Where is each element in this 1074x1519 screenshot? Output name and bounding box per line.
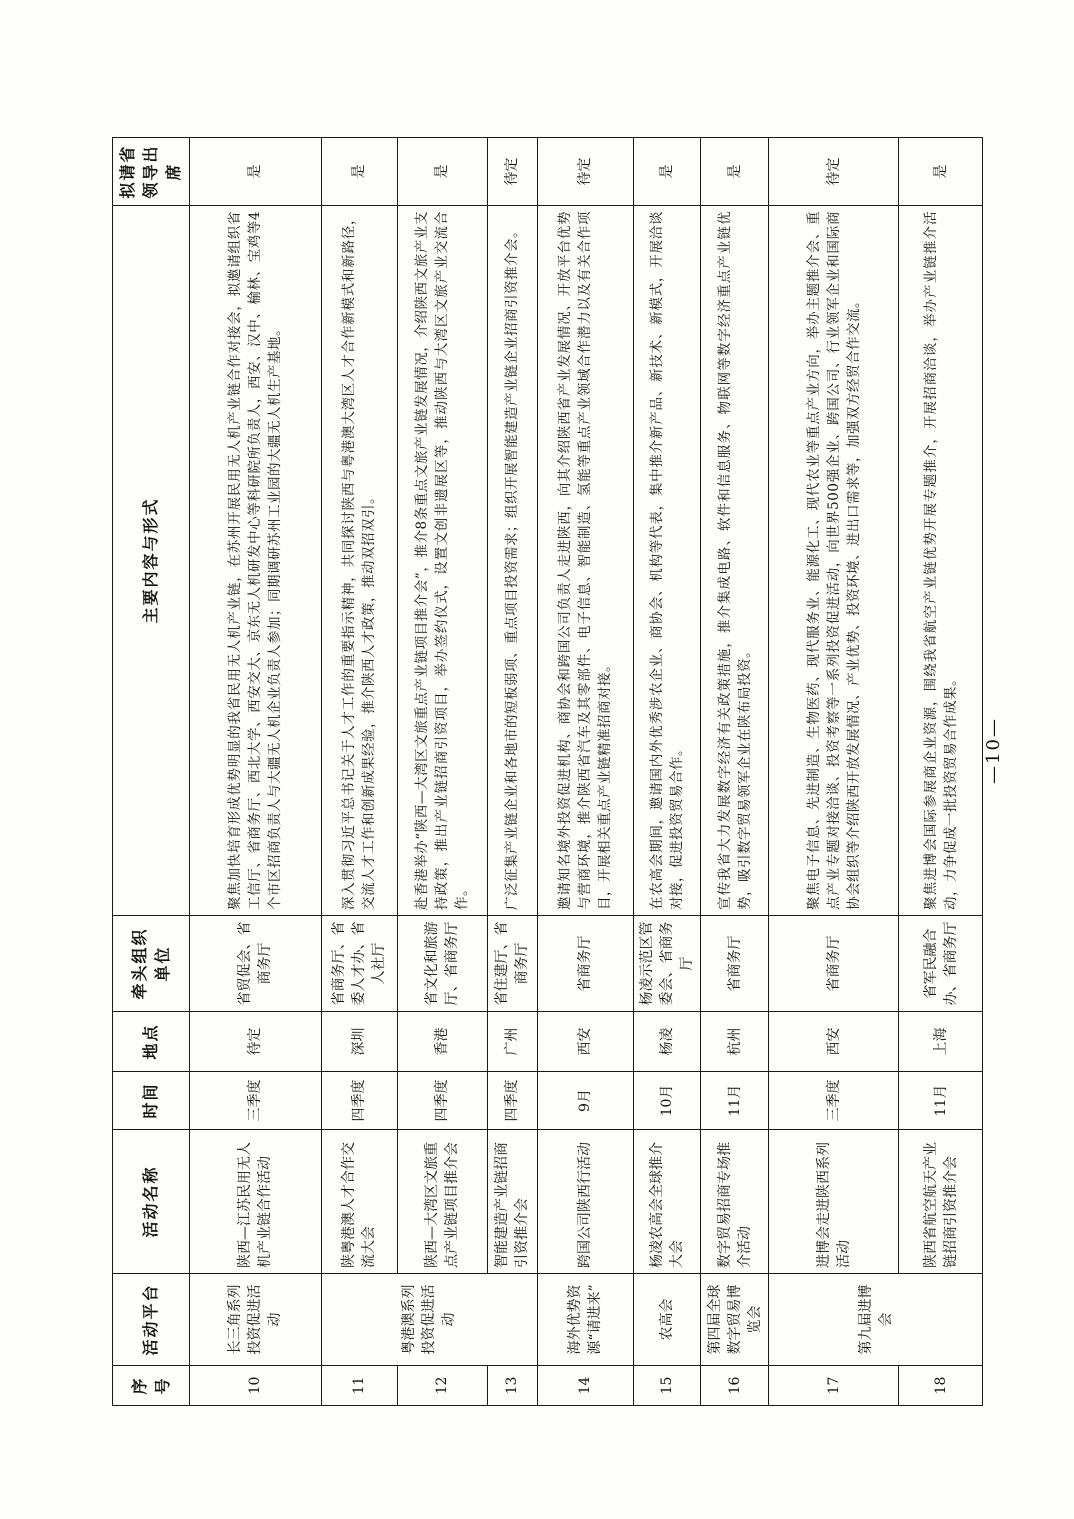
cell-name: 陕粤港澳人才合作交流大会 bbox=[321, 1130, 397, 1274]
cell-org: 省商务厅、省委人才办、省人社厅 bbox=[321, 916, 397, 1012]
table-row bbox=[899, 138, 983, 1406]
header-content: 主要内容与形式 bbox=[113, 206, 190, 916]
cell-place: 深圳 bbox=[321, 1012, 397, 1072]
cell-leader: 待定 bbox=[537, 138, 633, 206]
header-platform: 活动平台 bbox=[113, 1274, 190, 1366]
cell-seq: 16 bbox=[701, 1366, 769, 1406]
cell-name: 跨国公司陕西行活动 bbox=[537, 1130, 633, 1274]
cell-place: 上海 bbox=[899, 1012, 983, 1072]
cell-platform: 第九届进博会 bbox=[769, 1274, 983, 1366]
cell-org: 省商务厅 bbox=[701, 916, 769, 1012]
cell-time: 四季度 bbox=[321, 1072, 397, 1130]
header-time: 时间 bbox=[113, 1072, 190, 1130]
page-number: —10— bbox=[982, 717, 1004, 784]
cell-seq: 17 bbox=[769, 1366, 899, 1406]
cell-content: 邀请知名境外投资促进机构、商协会和跨国公司负责人走进陕西，向其介绍陕西省产业发展情况、开放平台优势与营商环境，推介陕西省汽车及其零部件、电子信息、智能制造、氢能等重点产业领域合作潜力以及有关合作项目，开展相关重点产业链精准招商对接。 bbox=[537, 206, 633, 916]
cell-content: 广泛征集产业链企业和各地市的短板弱项、重点项目投资需求；组织开展智能建造产业链企业招商引资推介会。 bbox=[487, 206, 537, 916]
cell-org: 省商务厅 bbox=[537, 916, 633, 1012]
cell-leader: 是 bbox=[397, 138, 487, 206]
cell-time: 四季度 bbox=[397, 1072, 487, 1130]
cell-leader: 是 bbox=[633, 138, 701, 206]
header-place: 地点 bbox=[113, 1012, 190, 1072]
cell-platform: 粤港澳系列投资促进活动 bbox=[321, 1274, 537, 1366]
rotated-table-wrapper bbox=[112, 138, 959, 1406]
cell-place: 杭州 bbox=[701, 1012, 769, 1072]
activity-table bbox=[112, 137, 983, 1406]
cell-content: 聚焦进博会国际参展商企业资源，围绕我省航空产业链优势开展专题推介，开展招商洽谈，举办产业链推介活动，力争促成一批投资贸易合作成果。 bbox=[899, 206, 983, 916]
cell-time: 三季度 bbox=[189, 1072, 321, 1130]
cell-content: 聚焦加快培育形成优势明显的我省民用无人机产业链，在苏州开展民用无人机产业链合作对接会，拟邀请组织省工信厅、省商务厅、西北大学、西安交大、京东无人机研发中心等科研院所负责人，西安、汉中、榆林、宝鸡等4个市区招商负责人与大疆无人机企业负责人参加；同期调研苏州工业园的大疆无人机生产基地。 bbox=[189, 206, 321, 916]
cell-name: 陕西—大湾区文旅重点产业链项目推介会 bbox=[397, 1130, 487, 1274]
cell-name: 智能建造产业链招商引资推介会 bbox=[487, 1130, 537, 1274]
cell-seq: 11 bbox=[321, 1366, 397, 1406]
table-row bbox=[487, 138, 537, 1406]
cell-content: 深入贯彻习近平总书记关于人才工作的重要指示精神，共同探讨陕西与粤港澳大湾区人才合作新模式和新路径，交流人才工作和创新成果经验，推介陕西人才政策，推动双招双引。 bbox=[321, 206, 397, 916]
cell-place: 待定 bbox=[189, 1012, 321, 1072]
cell-leader: 是 bbox=[701, 138, 769, 206]
cell-content: 在农高会期间，邀请国内外优秀涉农企业、商协会、机构等代表，集中推介新产品、新技术、新模式，开展洽谈对接，促进投资贸易合作。 bbox=[633, 206, 701, 916]
cell-leader: 是 bbox=[899, 138, 983, 206]
table-row bbox=[633, 138, 701, 1406]
cell-place: 西安 bbox=[769, 1012, 899, 1072]
header-leader: 拟请省领导出席 bbox=[113, 138, 190, 206]
cell-time: 10月 bbox=[633, 1072, 701, 1130]
cell-org: 省商务厅 bbox=[769, 916, 899, 1012]
cell-time: 11月 bbox=[701, 1072, 769, 1130]
cell-org: 省文化和旅游厅、省商务厅 bbox=[397, 916, 487, 1012]
cell-time: 三季度 bbox=[769, 1072, 899, 1130]
cell-place: 杨凌 bbox=[633, 1012, 701, 1072]
cell-name: 杨凌农高会全球推介大会 bbox=[633, 1130, 701, 1274]
cell-name: 进博会走进陕西系列活动 bbox=[769, 1130, 899, 1274]
table-row bbox=[321, 138, 397, 1406]
cell-place: 西安 bbox=[537, 1012, 633, 1072]
header-seq: 序号 bbox=[113, 1366, 190, 1406]
cell-org: 省住建厅、省商务厅 bbox=[487, 916, 537, 1012]
cell-name: 数字贸易招商专场推介活动 bbox=[701, 1130, 769, 1274]
cell-time: 四季度 bbox=[487, 1072, 537, 1130]
cell-platform: 长三角系列投资促进活动 bbox=[189, 1274, 321, 1366]
cell-seq: 15 bbox=[633, 1366, 701, 1406]
cell-platform: 第四届全球数字贸易博览会 bbox=[701, 1274, 769, 1366]
cell-seq: 14 bbox=[537, 1366, 633, 1406]
cell-place: 广州 bbox=[487, 1012, 537, 1072]
cell-platform: 海外优势资源“请进来” bbox=[537, 1274, 633, 1366]
cell-org: 省军民融合办、省商务厅 bbox=[899, 916, 983, 1012]
table-row bbox=[769, 138, 899, 1406]
header-org: 牵头组织单位 bbox=[113, 916, 190, 1012]
header-name: 活动名称 bbox=[113, 1130, 190, 1274]
cell-leader: 待定 bbox=[769, 138, 899, 206]
cell-time: 9月 bbox=[537, 1072, 633, 1130]
table-row bbox=[189, 138, 321, 1406]
cell-content: 赴香港举办“陕西—大湾区文旅重点产业链项目推介会”，推介8条重点文旅产业链发展情况，介绍陕西文旅产业支持政策，推出产业链招商引资项目，举办签约仪式，设置文创非遗展区等，推动陕西与大湾区文旅产业交流合作。 bbox=[397, 206, 487, 916]
cell-time: 11月 bbox=[899, 1072, 983, 1130]
cell-leader: 待定 bbox=[487, 138, 537, 206]
table-row bbox=[701, 138, 769, 1406]
cell-name: 陕西省航空航天产业链招商引资推介会 bbox=[899, 1130, 983, 1274]
cell-leader: 是 bbox=[321, 138, 397, 206]
cell-content: 聚焦电子信息、先进制造、生物医药、现代服务业、能源化工、现代农业等重点产业方向，举办主题推介会、重点产业专题对接洽谈、投资考察等一系列投资促进活动，向世界500强企业、跨国公司、行业领军企业和国际商协会组织等介绍陕西开放发展情况、产业优势、投资环境、进出口需求等，加强双方经贸合作交流。 bbox=[769, 206, 899, 916]
cell-content: 宣传我省大力发展数字经济有关政策措施，推介集成电路、软件和信息服务、物联网等数字经济重点产业链优势，吸引数字贸易领军企业在陕布局投资。 bbox=[701, 206, 769, 916]
cell-leader: 是 bbox=[189, 138, 321, 206]
cell-seq: 10 bbox=[189, 1366, 321, 1406]
cell-org: 杨凌示范区管委会、省商务厅 bbox=[633, 916, 701, 1012]
cell-seq: 18 bbox=[899, 1366, 983, 1406]
table-row bbox=[397, 138, 487, 1406]
cell-name: 陕西—江苏民用无人机产业链合作活动 bbox=[189, 1130, 321, 1274]
table-header-row bbox=[113, 138, 190, 1406]
cell-seq: 12 bbox=[397, 1366, 487, 1406]
table-row bbox=[537, 138, 633, 1406]
cell-seq: 13 bbox=[487, 1366, 537, 1406]
cell-place: 香港 bbox=[397, 1012, 487, 1072]
cell-org: 省贸促会、省商务厅 bbox=[189, 916, 321, 1012]
cell-platform: 农高会 bbox=[633, 1274, 701, 1366]
